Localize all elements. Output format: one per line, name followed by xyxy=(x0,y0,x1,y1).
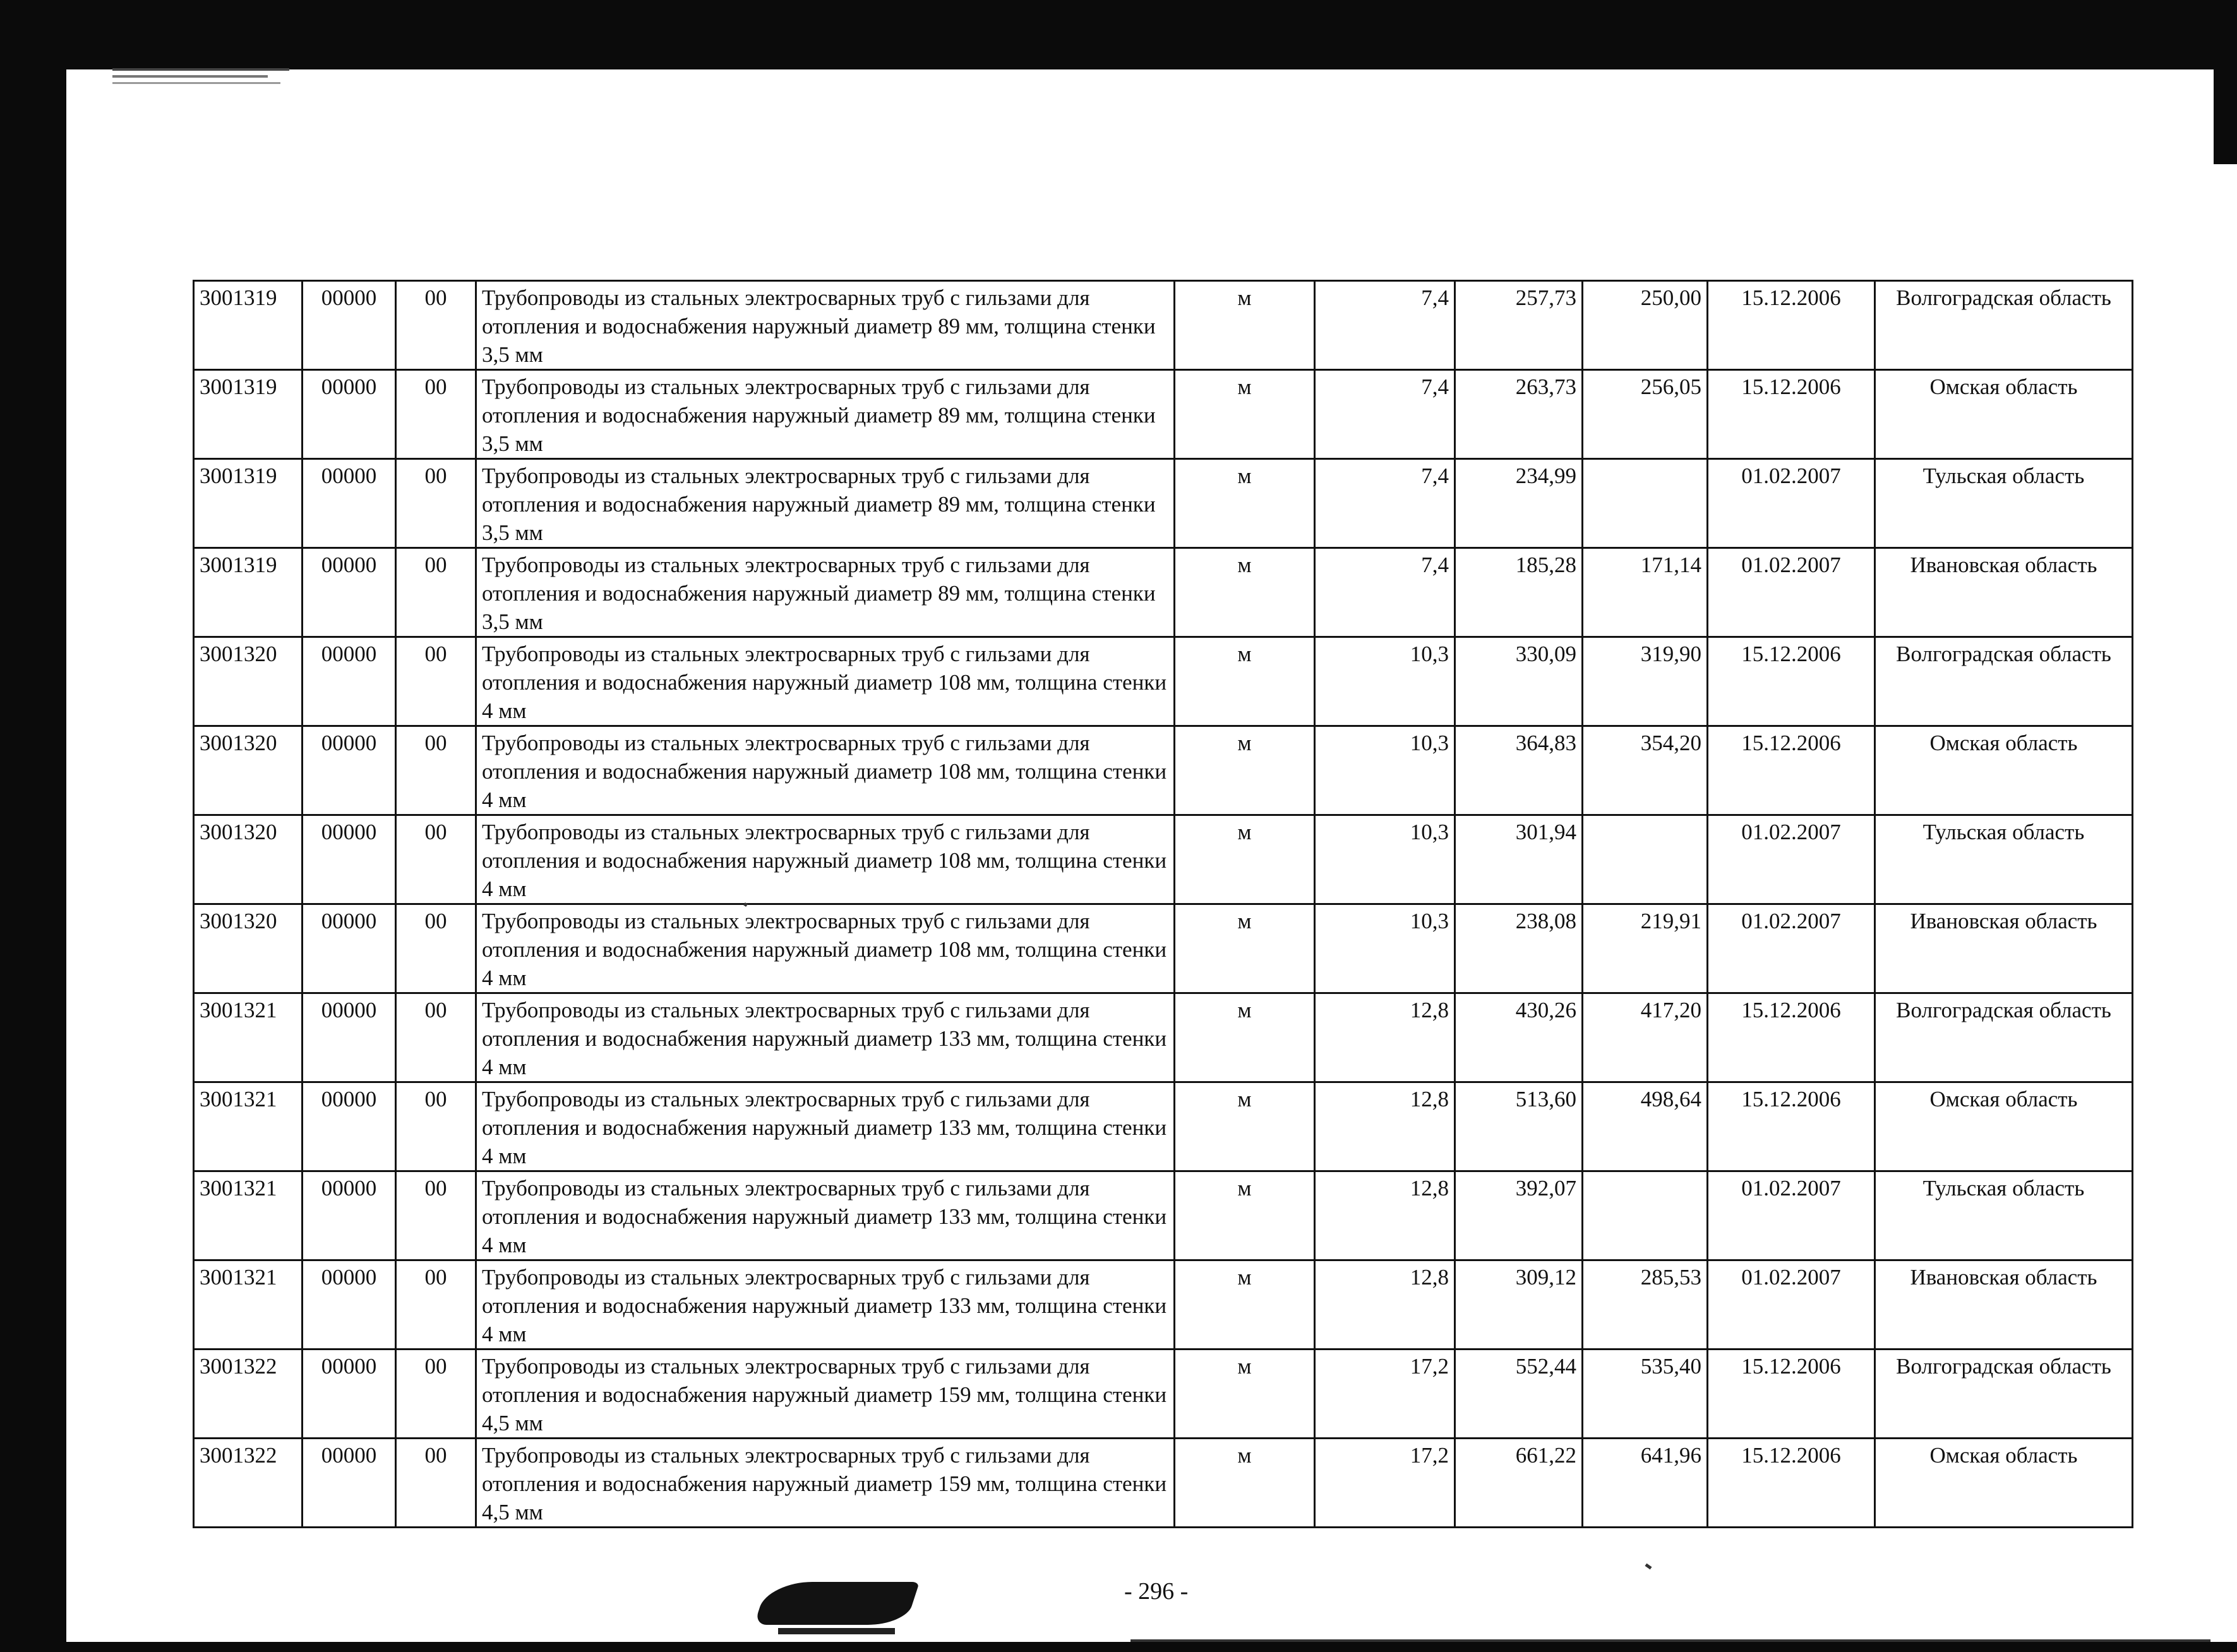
cell-weight: 12,8 xyxy=(1315,1082,1455,1171)
cell-code: 3001320 xyxy=(194,815,303,904)
cell-price: 392,07 xyxy=(1455,1171,1583,1260)
cell-weight: 10,3 xyxy=(1315,637,1455,726)
cell-subgroup: 00 xyxy=(396,1171,476,1260)
cell-code: 3001319 xyxy=(194,459,303,548)
cell-group: 00000 xyxy=(303,1260,396,1350)
cell-code: 3001319 xyxy=(194,281,303,370)
table-row xyxy=(194,281,2133,370)
cell-region: Тульская область xyxy=(1875,815,2133,904)
cell-price: 552,44 xyxy=(1455,1350,1583,1439)
cell-weight: 10,3 xyxy=(1315,815,1455,904)
table-row xyxy=(194,1439,2133,1528)
cell-date: 15.12.2006 xyxy=(1708,1350,1875,1439)
cell-price-alt: 498,64 xyxy=(1583,1082,1708,1171)
cell-region: Омская область xyxy=(1875,370,2133,459)
cell-description: Трубопроводы из стальных электросварных труб с гильзами для отопления и водоснабжения наружный диаметр 89 мм, толщина стенки 3,5 мм xyxy=(476,281,1175,370)
table-row xyxy=(194,815,2133,904)
cell-unit: м xyxy=(1175,370,1315,459)
table-row xyxy=(194,1260,2133,1350)
table-row xyxy=(194,904,2133,993)
corner-scan-marks xyxy=(112,68,289,90)
table-row xyxy=(194,726,2133,815)
cell-subgroup: 00 xyxy=(396,548,476,637)
cell-region: Омская область xyxy=(1875,1439,2133,1528)
cell-description: Трубопроводы из стальных электросварных труб с гильзами для отопления и водоснабжения наружный диаметр 89 мм, толщина стенки 3,5 мм xyxy=(476,370,1175,459)
cell-price-alt xyxy=(1583,815,1708,904)
cell-unit: м xyxy=(1175,548,1315,637)
cell-price: 257,73 xyxy=(1455,281,1583,370)
cell-date: 01.02.2007 xyxy=(1708,1260,1875,1350)
cell-unit: м xyxy=(1175,815,1315,904)
table-row xyxy=(194,459,2133,548)
cell-weight: 7,4 xyxy=(1315,459,1455,548)
table-row xyxy=(194,548,2133,637)
scan-border-left xyxy=(0,0,66,1652)
cell-region: Волгоградская область xyxy=(1875,1350,2133,1439)
cell-date: 15.12.2006 xyxy=(1708,637,1875,726)
cell-group: 00000 xyxy=(303,1350,396,1439)
cell-group: 00000 xyxy=(303,459,396,548)
cell-description: Трубопроводы из стальных электросварных труб с гильзами для отопления и водоснабжения наружный диаметр 159 мм, толщина стенки 4,5 мм xyxy=(476,1350,1175,1439)
cell-description: Трубопроводы из стальных электросварных труб с гильзами для отопления и водоснабжения наружный диаметр 159 мм, толщина стенки 4,5 мм xyxy=(476,1439,1175,1528)
cell-unit: м xyxy=(1175,637,1315,726)
cell-price: 430,26 xyxy=(1455,993,1583,1082)
scan-border-bottom xyxy=(0,1642,2237,1652)
cell-price: 234,99 xyxy=(1455,459,1583,548)
cell-region: Волгоградская область xyxy=(1875,993,2133,1082)
cell-description: Трубопроводы из стальных электросварных труб с гильзами для отопления и водоснабжения наружный диаметр 89 мм, толщина стенки 3,5 мм xyxy=(476,459,1175,548)
cell-region: Омская область xyxy=(1875,726,2133,815)
cell-subgroup: 00 xyxy=(396,904,476,993)
cell-date: 01.02.2007 xyxy=(1708,815,1875,904)
cell-subgroup: 00 xyxy=(396,1260,476,1350)
cell-date: 15.12.2006 xyxy=(1708,281,1875,370)
cell-weight: 10,3 xyxy=(1315,904,1455,993)
cell-subgroup: 00 xyxy=(396,1439,476,1528)
cell-price-alt: 250,00 xyxy=(1583,281,1708,370)
cell-code: 3001320 xyxy=(194,726,303,815)
scan-border-top xyxy=(0,0,2237,69)
cell-price-alt: 219,91 xyxy=(1583,904,1708,993)
cell-subgroup: 00 xyxy=(396,993,476,1082)
cell-date: 15.12.2006 xyxy=(1708,1082,1875,1171)
cell-date: 15.12.2006 xyxy=(1708,993,1875,1082)
cell-group: 00000 xyxy=(303,281,396,370)
cell-price-alt xyxy=(1583,459,1708,548)
cell-unit: м xyxy=(1175,1082,1315,1171)
cell-price-alt: 417,20 xyxy=(1583,993,1708,1082)
cell-group: 00000 xyxy=(303,1439,396,1528)
page-number: - 296 - xyxy=(1124,1578,1189,1605)
cell-weight: 12,8 xyxy=(1315,1260,1455,1350)
cell-unit: м xyxy=(1175,1350,1315,1439)
cell-price-alt: 285,53 xyxy=(1583,1260,1708,1350)
cell-price: 330,09 xyxy=(1455,637,1583,726)
cell-price: 301,94 xyxy=(1455,815,1583,904)
cell-region: Омская область xyxy=(1875,1082,2133,1171)
table-row xyxy=(194,993,2133,1082)
cell-price-alt: 641,96 xyxy=(1583,1439,1708,1528)
cell-weight: 10,3 xyxy=(1315,726,1455,815)
cell-price: 309,12 xyxy=(1455,1260,1583,1350)
cell-description: Трубопроводы из стальных электросварных труб с гильзами для отопления и водоснабжения наружный диаметр 108 мм, толщина стенки 4 мм xyxy=(476,904,1175,993)
cell-subgroup: 00 xyxy=(396,637,476,726)
cell-group: 00000 xyxy=(303,637,396,726)
cell-group: 00000 xyxy=(303,815,396,904)
cell-unit: м xyxy=(1175,281,1315,370)
cell-description: Трубопроводы из стальных электросварных труб с гильзами для отопления и водоснабжения наружный диаметр 89 мм, толщина стенки 3,5 мм xyxy=(476,548,1175,637)
cell-date: 15.12.2006 xyxy=(1708,1439,1875,1528)
cell-region: Волгоградская область xyxy=(1875,281,2133,370)
cell-price-alt xyxy=(1583,1171,1708,1260)
cell-price: 513,60 xyxy=(1455,1082,1583,1171)
cell-code: 3001321 xyxy=(194,993,303,1082)
table-row xyxy=(194,1350,2133,1439)
cell-code: 3001322 xyxy=(194,1350,303,1439)
cell-unit: м xyxy=(1175,726,1315,815)
cell-weight: 12,8 xyxy=(1315,1171,1455,1260)
cell-group: 00000 xyxy=(303,993,396,1082)
cell-unit: м xyxy=(1175,459,1315,548)
cell-weight: 7,4 xyxy=(1315,370,1455,459)
cell-price-alt: 319,90 xyxy=(1583,637,1708,726)
cell-date: 15.12.2006 xyxy=(1708,370,1875,459)
cell-description: Трубопроводы из стальных электросварных труб с гильзами для отопления и водоснабжения наружный диаметр 133 мм, толщина стенки 4 мм xyxy=(476,1260,1175,1350)
cell-weight: 17,2 xyxy=(1315,1439,1455,1528)
cell-region: Ивановская область xyxy=(1875,548,2133,637)
cell-code: 3001321 xyxy=(194,1082,303,1171)
cell-unit: м xyxy=(1175,904,1315,993)
cell-price: 185,28 xyxy=(1455,548,1583,637)
cell-code: 3001319 xyxy=(194,548,303,637)
price-table xyxy=(193,280,2133,1528)
table-row xyxy=(194,637,2133,726)
cell-date: 01.02.2007 xyxy=(1708,904,1875,993)
cell-subgroup: 00 xyxy=(396,281,476,370)
cell-code: 3001319 xyxy=(194,370,303,459)
cell-unit: м xyxy=(1175,1171,1315,1260)
cell-subgroup: 00 xyxy=(396,1350,476,1439)
cell-date: 15.12.2006 xyxy=(1708,726,1875,815)
cell-unit: м xyxy=(1175,993,1315,1082)
cell-description: Трубопроводы из стальных электросварных труб с гильзами для отопления и водоснабжения наружный диаметр 133 мм, толщина стенки 4 мм xyxy=(476,1171,1175,1260)
cell-price-alt: 171,14 xyxy=(1583,548,1708,637)
cell-weight: 12,8 xyxy=(1315,993,1455,1082)
cell-weight: 17,2 xyxy=(1315,1350,1455,1439)
cell-unit: м xyxy=(1175,1260,1315,1350)
cell-price-alt: 535,40 xyxy=(1583,1350,1708,1439)
ink-blot-underline xyxy=(778,1628,895,1634)
cell-price: 364,83 xyxy=(1455,726,1583,815)
cell-code: 3001322 xyxy=(194,1439,303,1528)
ink-blot xyxy=(754,1582,920,1625)
cell-group: 00000 xyxy=(303,726,396,815)
cell-unit: м xyxy=(1175,1439,1315,1528)
cell-description: Трубопроводы из стальных электросварных труб с гильзами для отопления и водоснабжения наружный диаметр 108 мм, толщина стенки 4 мм xyxy=(476,637,1175,726)
cell-subgroup: 00 xyxy=(396,1082,476,1171)
cell-group: 00000 xyxy=(303,370,396,459)
cell-date: 01.02.2007 xyxy=(1708,548,1875,637)
cell-date: 01.02.2007 xyxy=(1708,459,1875,548)
cell-region: Ивановская область xyxy=(1875,1260,2133,1350)
cell-price: 263,73 xyxy=(1455,370,1583,459)
cell-code: 3001321 xyxy=(194,1260,303,1350)
cell-price-alt: 256,05 xyxy=(1583,370,1708,459)
cell-description: Трубопроводы из стальных электросварных труб с гильзами для отопления и водоснабжения наружный диаметр 133 мм, толщина стенки 4 мм xyxy=(476,993,1175,1082)
cell-subgroup: 00 xyxy=(396,726,476,815)
cell-price: 238,08 xyxy=(1455,904,1583,993)
table-row xyxy=(194,1171,2133,1260)
table-body xyxy=(194,281,2133,1528)
cell-price: 661,22 xyxy=(1455,1439,1583,1528)
table-row xyxy=(194,370,2133,459)
cell-price-alt: 354,20 xyxy=(1583,726,1708,815)
cell-code: 3001320 xyxy=(194,637,303,726)
cell-weight: 7,4 xyxy=(1315,281,1455,370)
cell-description: Трубопроводы из стальных электросварных труб с гильзами для отопления и водоснабжения наружный диаметр 108 мм, толщина стенки 4 мм xyxy=(476,815,1175,904)
cell-region: Тульская область xyxy=(1875,1171,2133,1260)
cell-group: 00000 xyxy=(303,548,396,637)
cell-region: Волгоградская область xyxy=(1875,637,2133,726)
cell-subgroup: 00 xyxy=(396,459,476,548)
cell-weight: 7,4 xyxy=(1315,548,1455,637)
cell-code: 3001321 xyxy=(194,1171,303,1260)
cell-group: 00000 xyxy=(303,1082,396,1171)
cell-code: 3001320 xyxy=(194,904,303,993)
cell-description: Трубопроводы из стальных электросварных труб с гильзами для отопления и водоснабжения наружный диаметр 108 мм, толщина стенки 4 мм xyxy=(476,726,1175,815)
cell-date: 01.02.2007 xyxy=(1708,1171,1875,1260)
cell-description: Трубопроводы из стальных электросварных труб с гильзами для отопления и водоснабжения наружный диаметр 133 мм, толщина стенки 4 мм xyxy=(476,1082,1175,1171)
cell-subgroup: 00 xyxy=(396,815,476,904)
bottom-edge-line xyxy=(1130,1639,2210,1642)
table-row xyxy=(194,1082,2133,1171)
cell-group: 00000 xyxy=(303,904,396,993)
cell-region: Ивановская область xyxy=(1875,904,2133,993)
cell-region: Тульская область xyxy=(1875,459,2133,548)
cell-subgroup: 00 xyxy=(396,370,476,459)
cell-group: 00000 xyxy=(303,1171,396,1260)
